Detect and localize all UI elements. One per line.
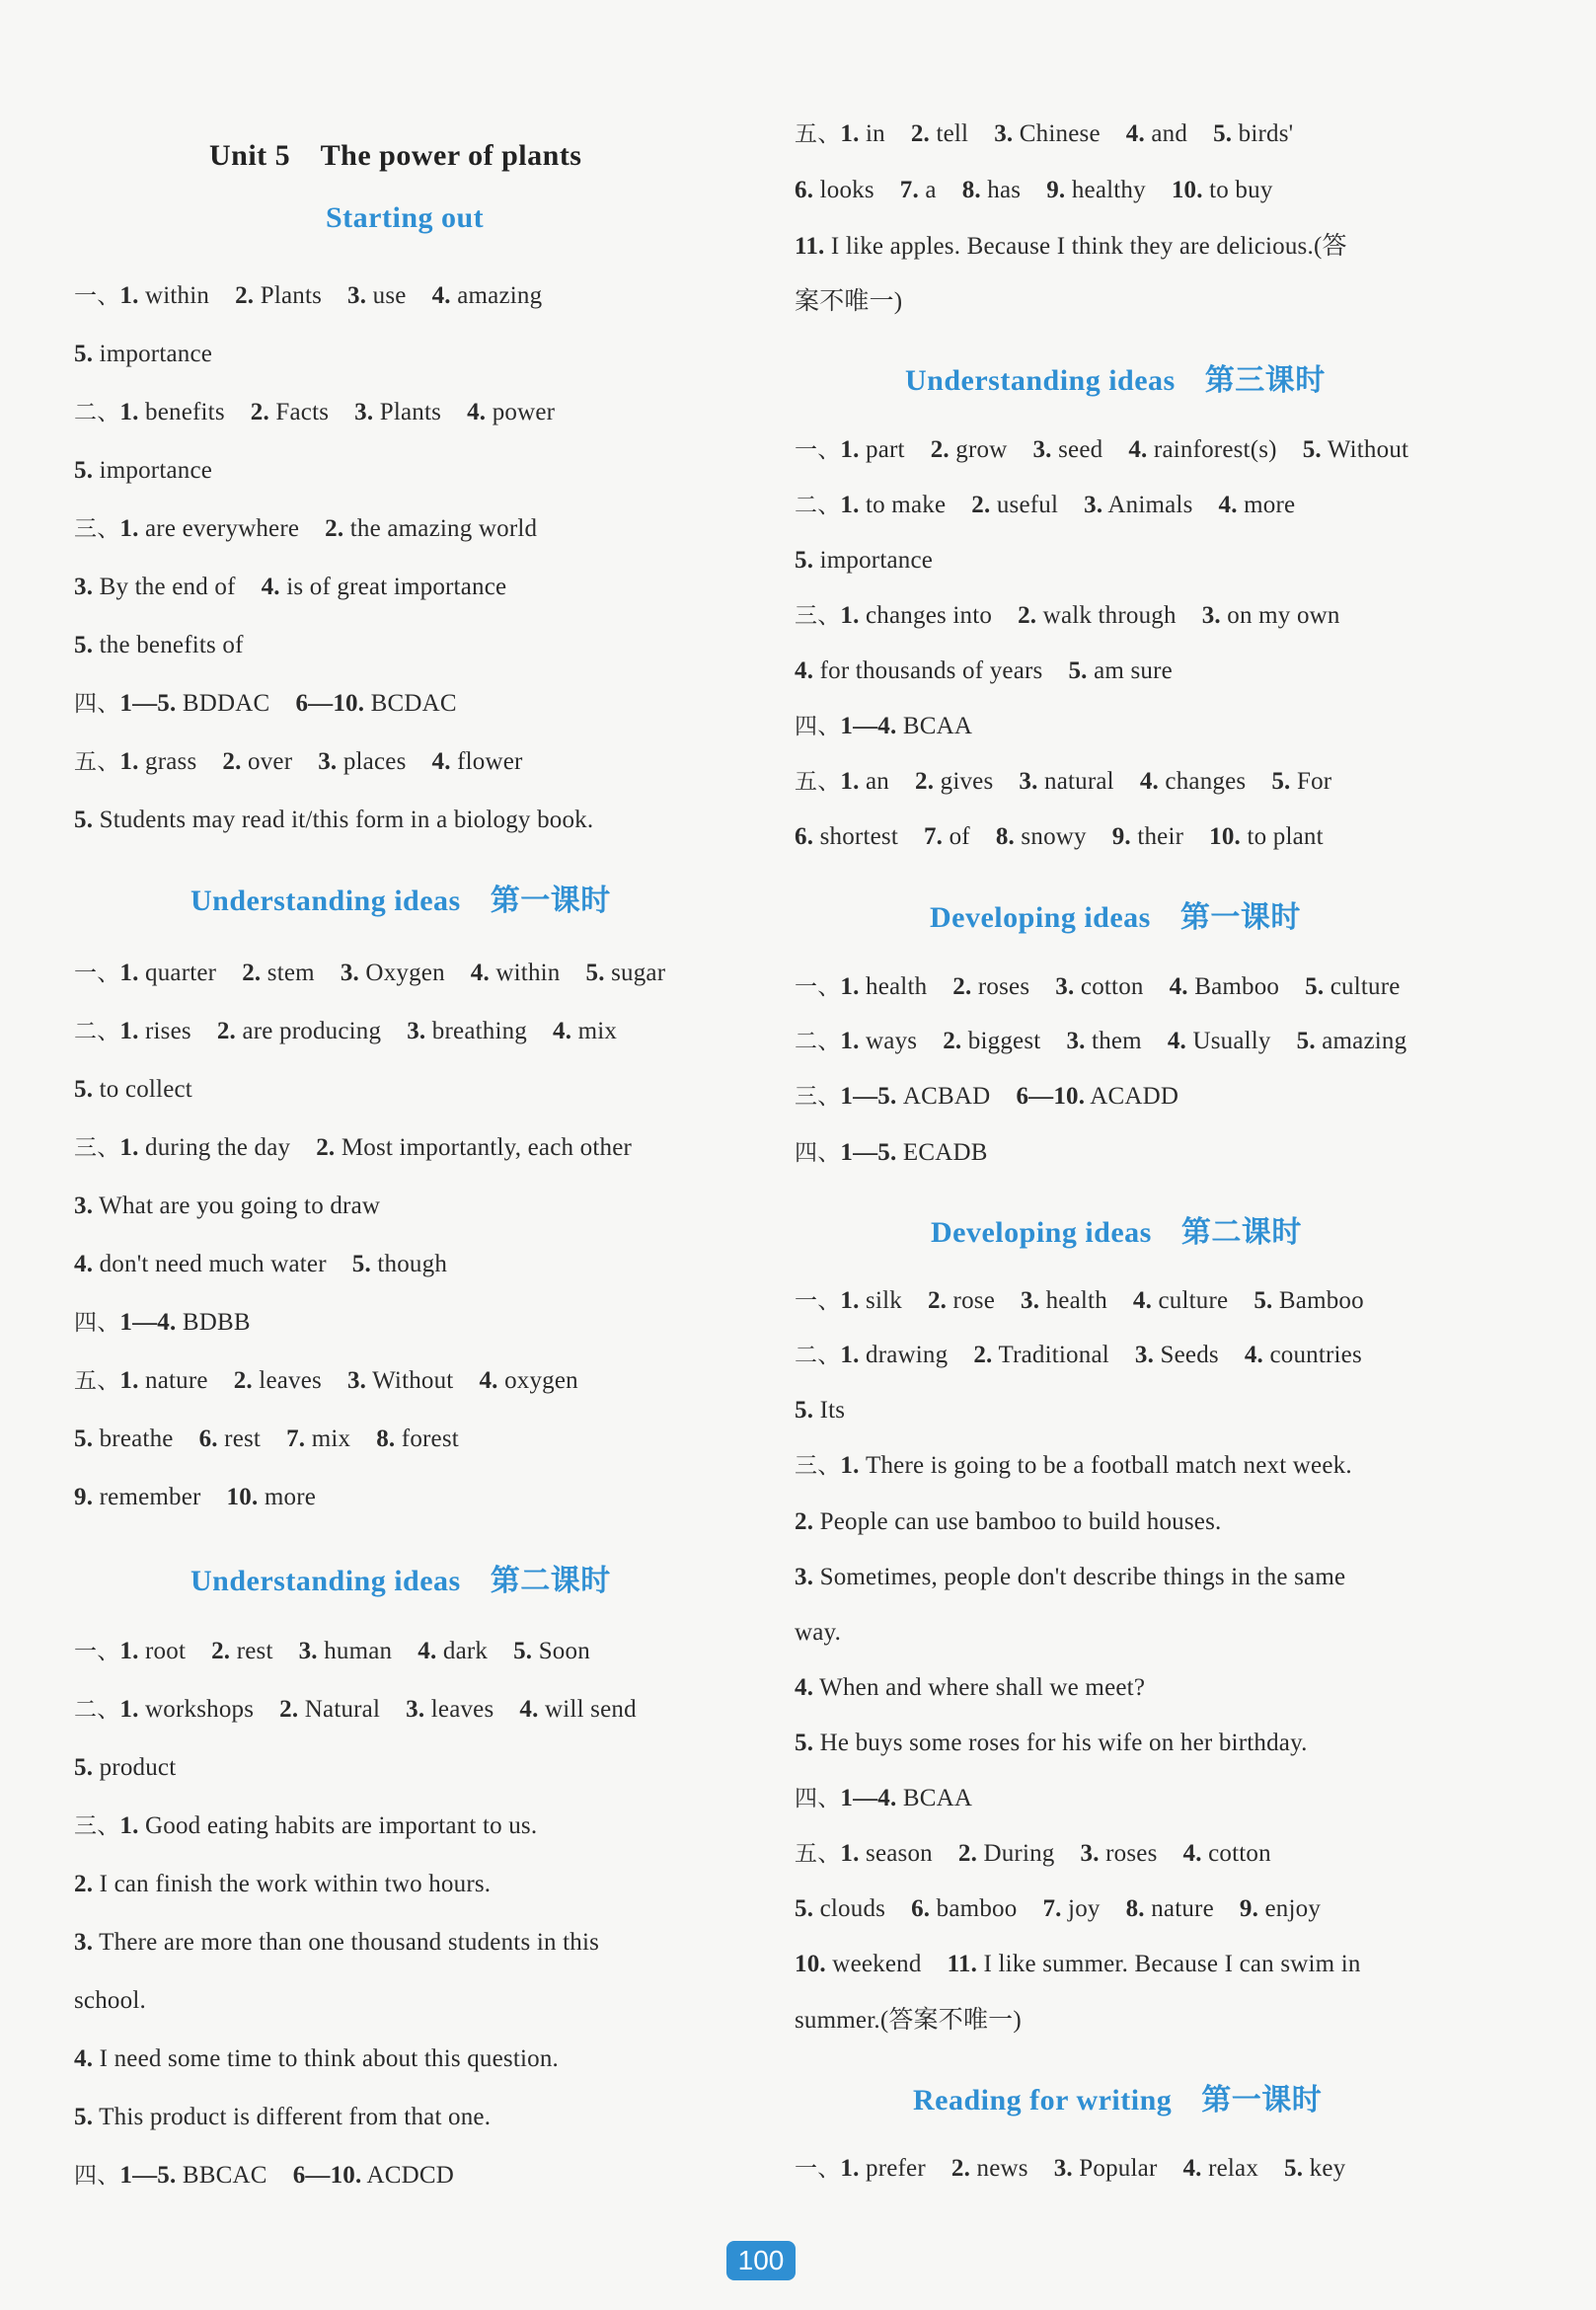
answer-line [74, 1424, 459, 1455]
answer-line [74, 688, 457, 720]
answer-line [795, 1081, 1178, 1113]
answer-item: 6. bamboo [911, 1895, 1018, 1922]
answer-item: 一、1. prefer [795, 2155, 926, 2182]
section-title: Developing ideas [930, 901, 1151, 934]
answer-line [795, 1562, 1345, 1593]
answer-item: 三、1. changes into [795, 602, 993, 629]
answer-item: 五、1. nature [74, 1367, 208, 1394]
answer-line [795, 1672, 1145, 1704]
answer-item: 4. within [470, 960, 561, 986]
answer-item: 2. Facts [250, 399, 330, 425]
answer-item: 三、1. during the day [74, 1134, 291, 1161]
answer-item: 5. breathe [74, 1425, 174, 1452]
answer-item: 2. useful [971, 492, 1059, 518]
answer-item: 5. amazing [1296, 1028, 1407, 1054]
answer-item: 3. There are more than one thousand students in this [74, 1929, 600, 1956]
answer-line [74, 1810, 537, 1842]
answer-item: 4. is of great importance [261, 574, 507, 600]
answer-item: 三、1. Good eating habits are important to us. [74, 1812, 538, 1839]
answer-line [795, 1506, 1221, 1538]
answer-item: 9. their [1111, 823, 1184, 850]
answer-item: 4. When and where shall we meet? [795, 1674, 1146, 1701]
answer-item: 三、1. are everywhere [74, 515, 300, 542]
answer-item: 4. mix [553, 1018, 618, 1044]
answer-item: 二、1. benefits [74, 399, 225, 425]
answer-line [74, 1249, 447, 1280]
answer-item: 3. health [1021, 1287, 1107, 1314]
answer-item: 3. Without [346, 1367, 454, 1394]
section-title: Developing ideas [931, 1216, 1152, 1249]
answer-item: 3. Plants [354, 399, 442, 425]
answer-item: 2. People can use bamboo to build houses. [795, 1508, 1222, 1535]
answer-line [795, 1728, 1308, 1759]
answer-item: 5. importance [74, 341, 213, 367]
answer-item: 4. Usually [1167, 1028, 1271, 1054]
answer-item: 5. For [1271, 768, 1332, 795]
answer-item: 4. dark [418, 1638, 489, 1664]
answer-item: 11. I like apples. Because I think they are delicious.(答 [795, 233, 1347, 260]
answer-item: 4. power [467, 399, 556, 425]
answer-line [795, 175, 1273, 206]
answer-item: 3. What are you going to draw [74, 1193, 381, 1219]
answer-item: 2. grow [930, 436, 1008, 463]
section-heading [905, 355, 1326, 399]
answer-item: 10. more [226, 1484, 317, 1510]
answer-item: 5. sugar [585, 960, 666, 986]
answer-item: 2. tell [910, 120, 969, 147]
answer-item: 3. Animals [1084, 492, 1193, 518]
answer-item: 4. for thousands of years [795, 657, 1043, 684]
section-title: Understanding ideas [190, 885, 461, 917]
answer-line [795, 2153, 1345, 2185]
answer-line [795, 1617, 841, 1649]
answer-item: 2. Plants [235, 282, 323, 309]
answer-item: 五、1. in [795, 120, 885, 147]
section-heading [326, 201, 484, 235]
answer-item: 8. forest [376, 1425, 459, 1452]
section-heading [190, 1556, 611, 1599]
answer-item: 3. places [318, 748, 407, 775]
answer-item: 2. roses [952, 973, 1030, 1000]
answer-item: 4. rainforest(s) [1128, 436, 1277, 463]
answer-line [795, 2005, 1022, 2037]
section-lesson: 第一课时 [490, 884, 611, 918]
answer-line [795, 1783, 972, 1814]
answer-line [795, 434, 1408, 466]
answer-line [74, 805, 593, 836]
answer-item: 4. relax [1182, 2155, 1259, 2182]
answer-line [74, 1191, 380, 1222]
answer-item: 2. are producing [216, 1018, 382, 1044]
answer-item: 4. cotton [1182, 1840, 1271, 1867]
answer-item: 2. news [950, 2155, 1028, 2182]
answer-line [795, 1285, 1364, 1317]
answer-item: 3. use [347, 282, 407, 309]
answer-line [74, 1752, 176, 1784]
answer-item: 5. key [1284, 2155, 1346, 2182]
answer-item: 6. looks [795, 177, 874, 203]
answer-item: 一、1. root [74, 1638, 187, 1664]
section-title: Understanding ideas [905, 364, 1176, 397]
answer-line [74, 513, 537, 545]
answer-item: 9. healthy [1046, 177, 1146, 203]
section-title: Reading for writing [913, 2084, 1173, 2117]
answer-line [795, 766, 1331, 798]
answer-item: 6. shortest [795, 823, 898, 850]
answer-item: 6. rest [198, 1425, 262, 1452]
answer-line [74, 1482, 316, 1513]
answer-line [74, 1307, 251, 1339]
answer-line [795, 1395, 845, 1426]
answer-item: 5. Bamboo [1254, 1287, 1364, 1314]
answer-line [74, 572, 506, 603]
answer-item: 5. am sure [1068, 657, 1173, 684]
answer-item: 5. product [74, 1754, 177, 1781]
section-lesson: 第一课时 [1179, 900, 1301, 935]
answer-line [74, 1985, 146, 2017]
answer-line [795, 1838, 1271, 1870]
answer-item: 2. I can finish the work within two hours. [74, 1871, 492, 1897]
answer-item: 三、1. There is going to be a football match next week. [795, 1452, 1352, 1479]
answer-item: 7. of [923, 823, 970, 850]
answer-item: 3. breathing [407, 1018, 528, 1044]
answer-line [74, 1132, 632, 1164]
answer-item: 2. rest [211, 1638, 273, 1664]
answer-item: 10. to buy [1171, 177, 1273, 203]
answer-item: 4. oxygen [479, 1367, 578, 1394]
answer-line [74, 455, 212, 487]
answer-item: 4. will send [519, 1696, 637, 1723]
answer-item: 4. amazing [431, 282, 543, 309]
answer-item: 3. leaves [406, 1696, 494, 1723]
answer-line [74, 280, 542, 312]
answer-line [74, 2043, 559, 2075]
answer-item: 8. has [961, 177, 1022, 203]
section-title: Starting out [326, 201, 485, 234]
answer-item: 5. the benefits of [74, 632, 244, 658]
answer-item: 一、1. quarter [74, 960, 217, 986]
answer-line [795, 1137, 988, 1169]
answer-item: 9. enjoy [1239, 1895, 1322, 1922]
answer-line [795, 711, 972, 742]
answer-item: 3. Seeds [1134, 1342, 1219, 1368]
answer-line [795, 1026, 1406, 1057]
section-heading [913, 2075, 1322, 2118]
answer-item: 5. clouds [795, 1895, 886, 1922]
section-lesson: 第三课时 [1204, 363, 1326, 398]
answer-item: 5. Soon [513, 1638, 590, 1664]
answer-item: 一、1. part [795, 436, 905, 463]
answer-line [795, 600, 1340, 632]
answer-line [795, 118, 1293, 150]
answer-line [74, 1074, 192, 1106]
answer-line [74, 1694, 637, 1726]
answer-item: 5. though [351, 1251, 448, 1277]
answer-line [795, 1450, 1352, 1482]
answer-line [74, 1016, 617, 1047]
answer-line [74, 397, 555, 428]
answer-line [74, 1869, 491, 1900]
section-heading [190, 876, 611, 919]
answer-item: 二、1. to make [795, 492, 947, 518]
answer-item: 8. nature [1125, 1895, 1214, 1922]
answer-item: 3. Popular [1053, 2155, 1158, 2182]
answer-line [795, 545, 933, 577]
answer-item: 11. I like summer. Because I can swim in [947, 1951, 1361, 1977]
answer-item: 二、1. drawing [795, 1342, 949, 1368]
answer-item: way. [795, 1619, 842, 1646]
answer-item: 2. During [957, 1840, 1055, 1867]
answer-line [795, 490, 1295, 521]
answer-item: 4. culture [1132, 1287, 1229, 1314]
answer-item: 五、1. season [795, 1840, 933, 1867]
answer-item: 二、1. rises [74, 1018, 191, 1044]
answer-item: 5. to collect [74, 1076, 192, 1103]
answer-item: summer.(答案不唯一) [795, 2007, 1022, 2034]
answer-item: 5. Its [795, 1397, 846, 1424]
answer-item: 9. remember [74, 1484, 201, 1510]
answer-item: 4. flower [431, 748, 523, 775]
answer-item: 2. stem [242, 960, 315, 986]
answer-item: 2. walk through [1018, 602, 1177, 629]
answer-item: 2. biggest [943, 1028, 1041, 1054]
answer-item: 2. Most importantly, each other [316, 1134, 633, 1161]
answer-item: school. [74, 1987, 146, 2014]
answer-line [74, 2160, 454, 2192]
answer-item: 五、1. grass [74, 748, 197, 775]
answer-item: 2. over [222, 748, 293, 775]
answer-line [795, 1949, 1361, 1980]
answer-line [74, 1365, 578, 1397]
answer-line [74, 958, 665, 989]
answer-item: 4. and [1125, 120, 1188, 147]
answer-item: 四、1—4. BDBB [74, 1309, 251, 1336]
answer-item: 5. birds' [1213, 120, 1294, 147]
answer-item: 5. Students may read it/this form in a biology book. [74, 807, 594, 833]
answer-item: 3. seed [1032, 436, 1103, 463]
answer-item: 3. cotton [1055, 973, 1144, 1000]
answer-item: 一、1. within [74, 282, 210, 309]
answer-item: 4. changes [1139, 768, 1247, 795]
answer-line [74, 746, 523, 778]
answer-line [795, 286, 902, 318]
answer-item: 2. gives [915, 768, 994, 795]
section-heading [930, 892, 1301, 936]
answer-item: 3. Chinese [994, 120, 1101, 147]
answer-item: 四、1—5. BDDAC [74, 690, 270, 717]
page-number: 100 [726, 2241, 796, 2280]
answer-line [795, 231, 1347, 263]
answer-item: 6—10. ACADD [1016, 1083, 1179, 1110]
answer-line [74, 339, 212, 370]
answer-line [795, 821, 1324, 853]
answer-item: 5. importance [74, 457, 213, 484]
answer-line [74, 630, 244, 661]
answer-item: 3. Sometimes, people don't describe things in the same [795, 1564, 1346, 1590]
unit-title: Unit 5 The power of plants [209, 139, 582, 172]
answer-item: 四、1—4. BCAA [795, 713, 973, 739]
answer-item: 二、1. ways [795, 1028, 918, 1054]
section-lesson: 第二课时 [490, 1564, 611, 1598]
answer-item: 3. human [298, 1638, 393, 1664]
section-lesson: 第一课时 [1201, 2083, 1323, 2118]
answer-item: 3. roses [1080, 1840, 1158, 1867]
answer-item: 二、1. workshops [74, 1696, 255, 1723]
answer-item: 3. natural [1019, 768, 1114, 795]
answer-item: 8. snowy [995, 823, 1087, 850]
answer-item: 2. Natural [279, 1696, 381, 1723]
answer-item: 4. Bamboo [1169, 973, 1280, 1000]
answer-item: 4. I need some time to think about this question. [74, 2045, 559, 2072]
answer-item: 10. to plant [1209, 823, 1324, 850]
answer-item: 3. Oxygen [340, 960, 445, 986]
answer-item: 5. He buys some roses for his wife on her birthday. [795, 1730, 1308, 1756]
answer-item: 6—10. BCDAC [295, 690, 457, 717]
answer-item: 2. the amazing world [325, 515, 538, 542]
answer-item: 四、1—5. ECADB [795, 1139, 988, 1166]
answer-item: 4. don't need much water [74, 1251, 327, 1277]
answer-item: 7. mix [286, 1425, 351, 1452]
answer-item: 2. Traditional [973, 1342, 1109, 1368]
answer-line [795, 1893, 1321, 1925]
answer-item: 一、1. health [795, 973, 928, 1000]
answer-line [74, 2102, 491, 2133]
answer-item: 3. them [1066, 1028, 1142, 1054]
answer-item: 一、1. silk [795, 1287, 902, 1314]
answer-item: 2. rose [927, 1287, 995, 1314]
answer-item: 7. joy [1042, 1895, 1101, 1922]
answer-item: 5. This product is different from that one. [74, 2104, 492, 2130]
answer-item: 四、1—5. BBCAC [74, 2162, 267, 2189]
answer-item: 四、1—4. BCAA [795, 1785, 973, 1811]
answer-item: 3. By the end of [74, 574, 236, 600]
section-title: Understanding ideas [190, 1565, 461, 1597]
answer-line [74, 1927, 599, 1959]
answer-item: 2. leaves [233, 1367, 322, 1394]
answer-line [795, 1340, 1362, 1371]
answer-item: 7. a [899, 177, 937, 203]
answer-item: 三、1—5. ACBAD [795, 1083, 991, 1110]
section-lesson: 第二课时 [1180, 1215, 1302, 1250]
answer-item: 4. more [1218, 492, 1296, 518]
answer-item: 10. weekend [795, 1951, 922, 1977]
answer-item: 五、1. an [795, 768, 890, 795]
section-heading [931, 1207, 1302, 1251]
answer-item: 4. countries [1244, 1342, 1362, 1368]
answer-item: 5. culture [1305, 973, 1401, 1000]
answer-item: 5. Without [1302, 436, 1409, 463]
answer-line [795, 971, 1401, 1003]
answer-item: 6—10. ACDCD [292, 2162, 455, 2189]
answer-line [74, 1636, 590, 1667]
answer-item: 案不唯一) [795, 288, 903, 315]
answer-item: 5. importance [795, 547, 934, 574]
answer-line [795, 655, 1173, 687]
answer-item: 3. on my own [1201, 602, 1340, 629]
